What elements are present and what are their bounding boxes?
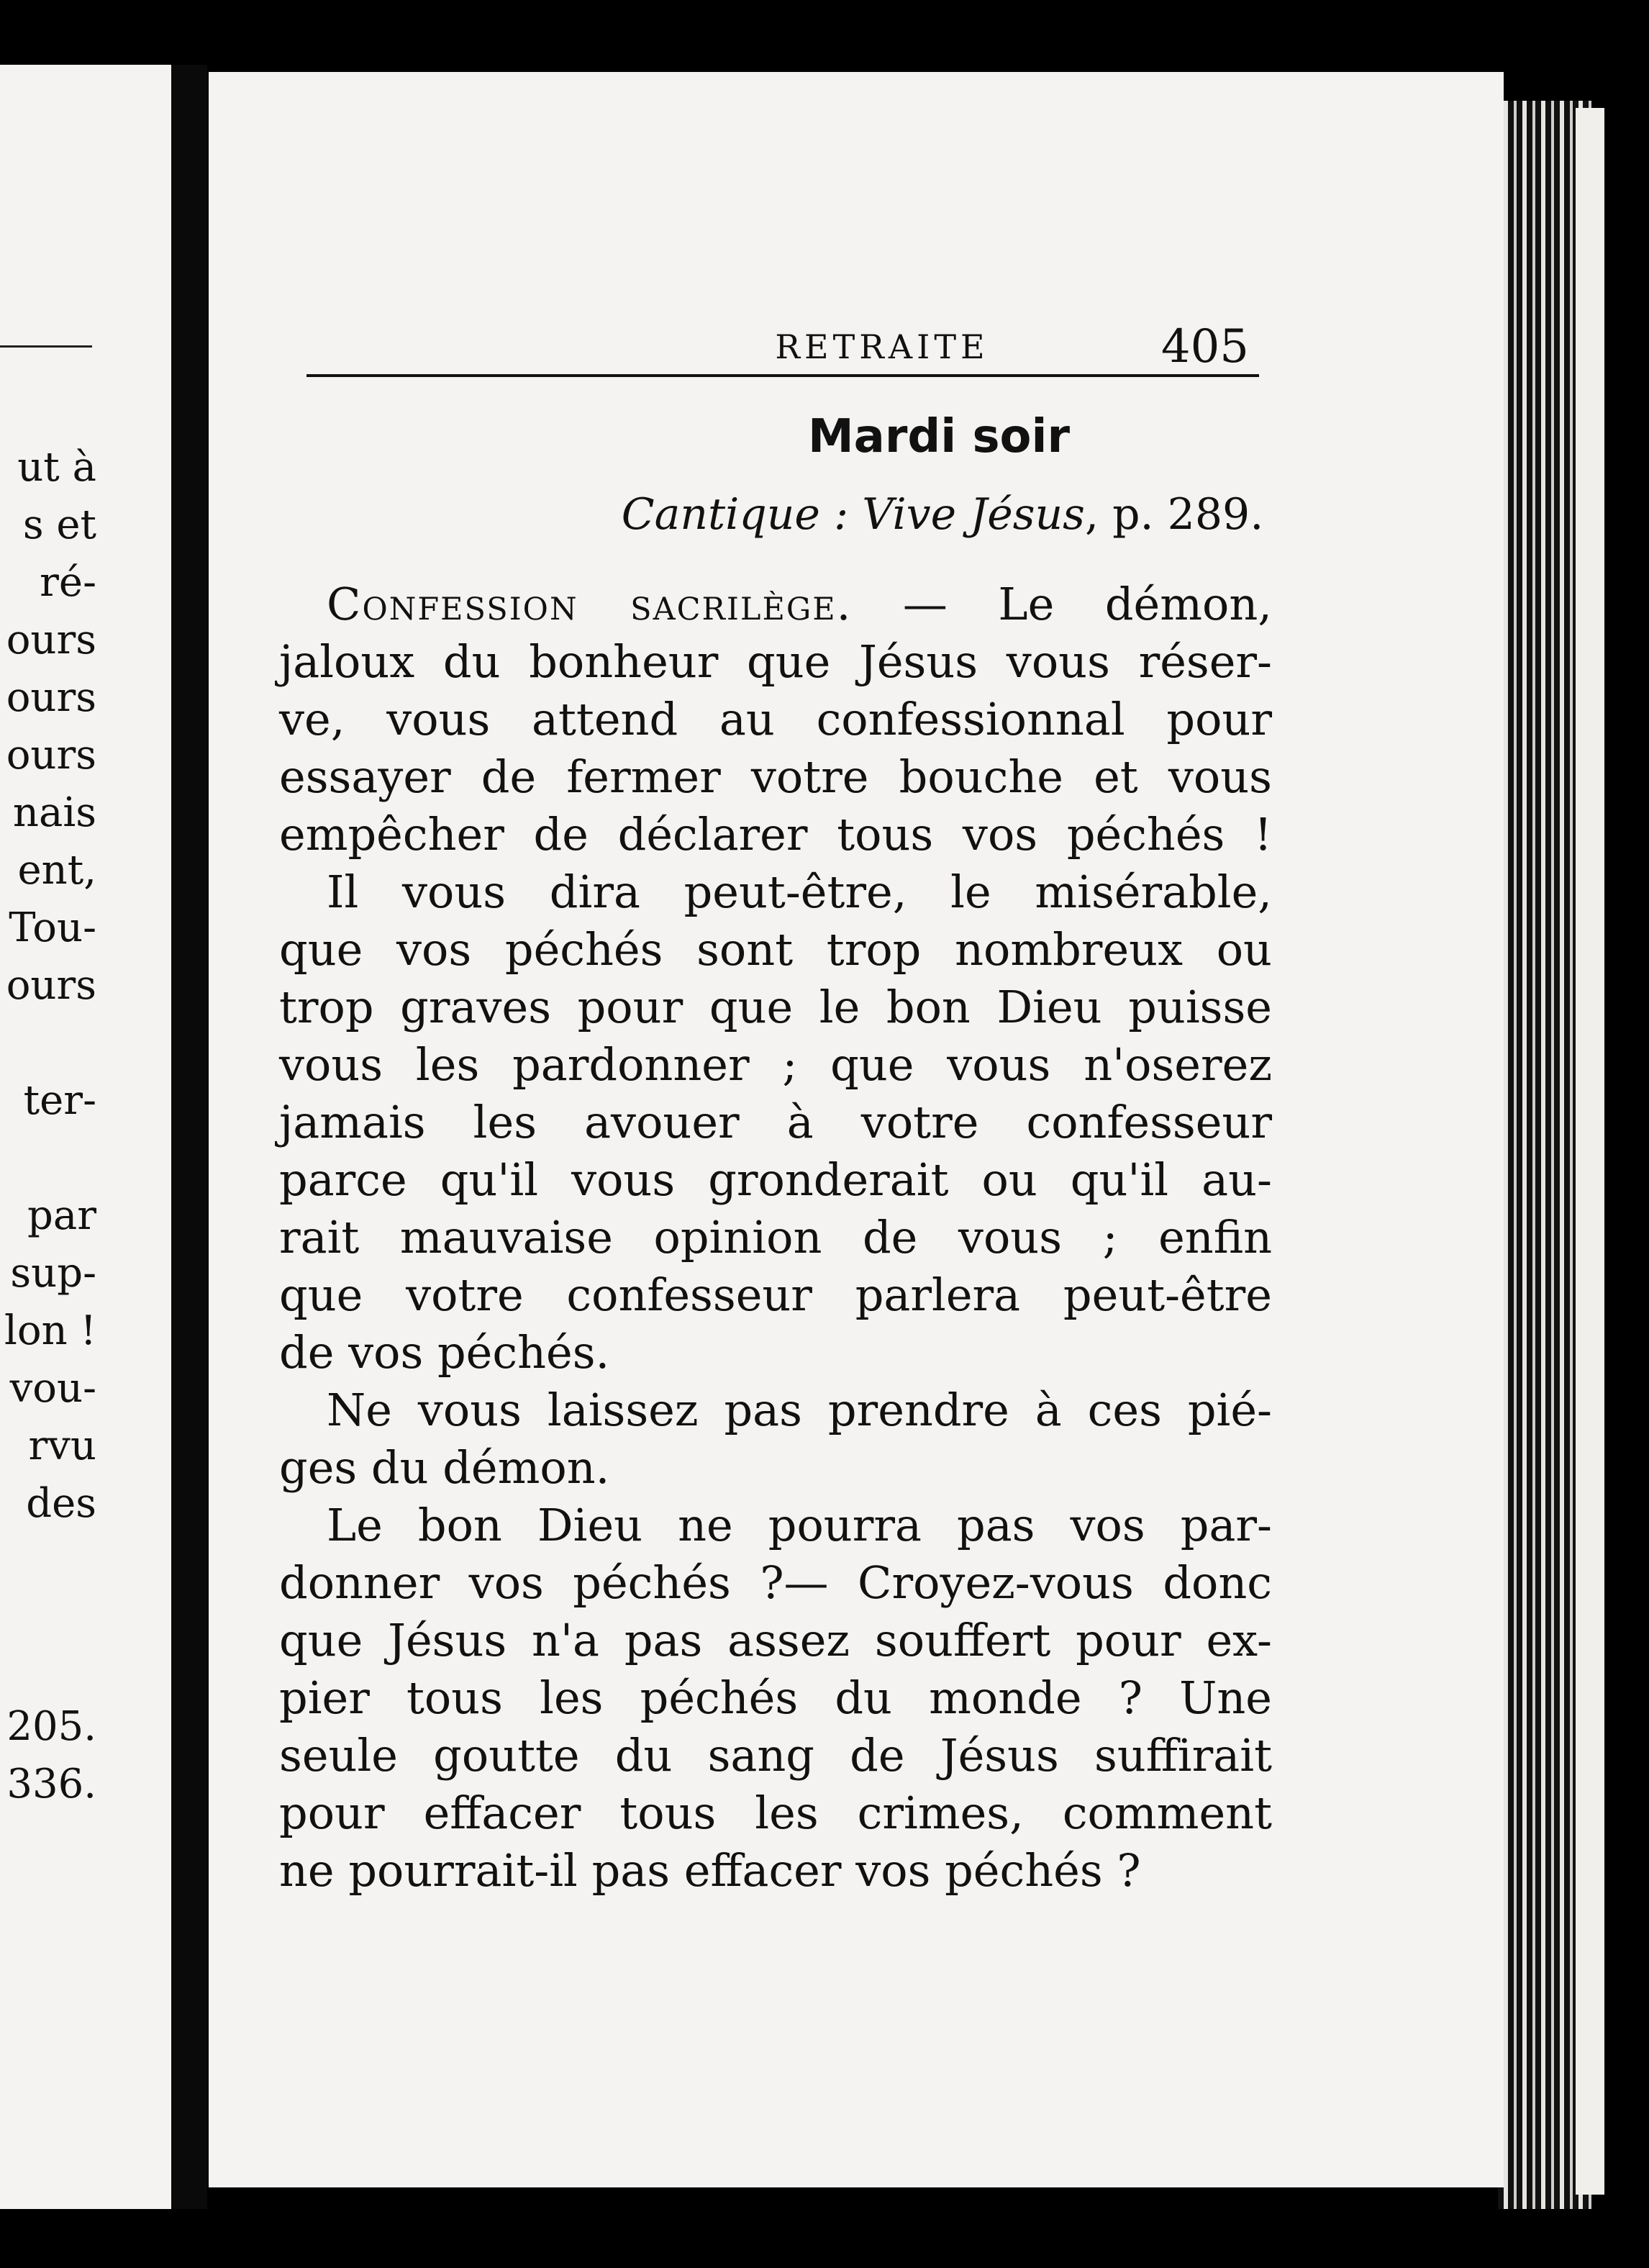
- previous-page-line: ut à: [17, 444, 96, 491]
- previous-page-line: nais: [12, 789, 96, 836]
- body-line: jamais les avouer à votre confesseur: [279, 1096, 1272, 1148]
- body-line-text: — Le démon,: [852, 578, 1272, 630]
- header-rule: [306, 374, 1259, 377]
- previous-page-line: ours: [6, 732, 96, 779]
- previous-page-refs: [0, 1698, 96, 1813]
- body-text: [279, 576, 1272, 1900]
- running-title: RETRAITE: [775, 327, 989, 366]
- body-line: donner vos péchés ?— Croyez-vous donc: [279, 1556, 1272, 1609]
- body-line: parce qu'il vous gronderait ou qu'il au-: [279, 1153, 1272, 1206]
- previous-page-line: sup-: [10, 1250, 96, 1297]
- body-line: rait mauvaise opinion de vous ; enfin: [279, 1211, 1272, 1264]
- previous-page-rule: [0, 345, 92, 348]
- body-line: de vos péchés.: [279, 1326, 610, 1379]
- book-page: [209, 72, 1504, 2187]
- body-line: trop graves pour que le bon Dieu puisse: [279, 981, 1272, 1033]
- hymn-page-ref: , p. 289.: [1084, 489, 1264, 540]
- previous-page-line: ré-: [40, 559, 96, 606]
- body-line: que votre confesseur parlera peut-être: [279, 1269, 1272, 1321]
- previous-page-line: Tou-: [9, 904, 96, 951]
- previous-page-line: [0, 1130, 96, 1187]
- previous-page-line: ours: [6, 962, 96, 1009]
- body-line: Ne vous laissez pas prendre à ces pié-: [327, 1384, 1272, 1436]
- body-line: Il vous dira peut-être, le misérable,: [327, 866, 1272, 918]
- body-line: seule goutte du sang de Jésus suffirait: [279, 1729, 1272, 1782]
- body-line: [279, 576, 1272, 633]
- body-line: que Jésus n'a pas assez souffert pour ex-: [279, 1614, 1272, 1666]
- body-line: ve, vous attend au confessionnal pour: [279, 693, 1272, 745]
- page-number: 405: [1160, 320, 1249, 373]
- paragraph-heading: Confession sacrilège.: [327, 578, 853, 630]
- previous-page-ref: 205.: [6, 1703, 96, 1750]
- hymn-reference: [209, 489, 1504, 540]
- page-edge-outer: [1576, 108, 1604, 2195]
- body-line: empêcher de déclarer tous vos péchés !: [279, 808, 1272, 861]
- previous-page-text: [0, 439, 96, 1533]
- body-line: ges du démon.: [279, 1441, 610, 1494]
- previous-page-line: ter-: [23, 1077, 96, 1124]
- previous-page-line: ours: [6, 617, 96, 663]
- body-line: essayer de fermer votre bouche et vous: [279, 750, 1272, 803]
- running-header: [306, 320, 1249, 399]
- previous-page-fragment: [0, 65, 171, 2209]
- body-line: Le bon Dieu ne pourra pas vos par-: [327, 1499, 1272, 1551]
- previous-page-line: s et: [22, 502, 96, 548]
- previous-page-line: par: [27, 1192, 96, 1239]
- body-line: que vos péchés sont trop nombreux ou: [279, 923, 1272, 976]
- previous-page-line: lon !: [4, 1307, 96, 1354]
- hymn-name: Vive Jésus: [862, 489, 1085, 540]
- body-line: ne pourrait-il pas effacer vos péchés ?: [279, 1844, 1141, 1897]
- body-line: pier tous les péchés du monde ? Une: [279, 1671, 1272, 1724]
- previous-page-ref: 336.: [6, 1761, 96, 1807]
- body-line: jaloux du bonheur que Jésus vous réser-: [279, 635, 1272, 688]
- section-title: Mardi soir: [807, 410, 1071, 463]
- book-gutter: [171, 65, 207, 2209]
- previous-page-line: [0, 1015, 96, 1072]
- body-line: pour effacer tous les crimes, comment: [279, 1787, 1272, 1839]
- previous-page-line: rvu: [28, 1423, 96, 1469]
- body-line: vous les pardonner ; que vous n'oserez: [279, 1038, 1272, 1091]
- previous-page-line: vou-: [9, 1365, 96, 1412]
- hymn-label: Cantique :: [621, 489, 849, 540]
- previous-page-line: ours: [6, 674, 96, 721]
- previous-page-line: des: [26, 1480, 96, 1527]
- previous-page-line: ent,: [17, 847, 96, 894]
